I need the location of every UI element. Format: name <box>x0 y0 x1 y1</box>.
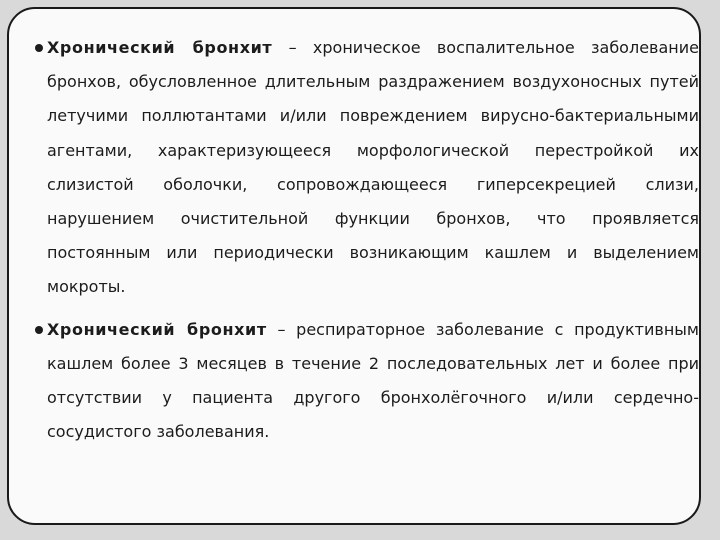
definition-paragraph-1 <box>33 31 699 305</box>
definition-term: Хронический бронхит <box>47 38 273 57</box>
definition-term: Хронический бронхит <box>47 319 267 339</box>
definition-text: – респираторное заболевание с продуктивным кашлем более 3 месяцев в течение 2 последовательных лет и более при отсутствии у пациента другого бронхолёгочного и/или сердечно-сосудистого заболевания. <box>47 319 699 442</box>
bullet-icon <box>35 326 43 334</box>
definition-paragraph-2 <box>33 313 699 450</box>
content-card <box>7 7 701 525</box>
definitions-list <box>33 31 699 457</box>
definition-text: – хроническое воспалительное заболевание бронхов, обусловленное длительным раздражением воздухоносных путей летучими поллютантами и/или повреждением вирусно-бактериальными агентами, характеризующееся морфологической перестройкой их слизистой оболочки, сопровождающееся гиперсекрецией слизи, нарушением очистительной функции бронхов, что проявляется постоянным или периодически возникающим кашлем и выделением мокроты. <box>47 38 699 297</box>
bullet-icon <box>35 44 43 52</box>
